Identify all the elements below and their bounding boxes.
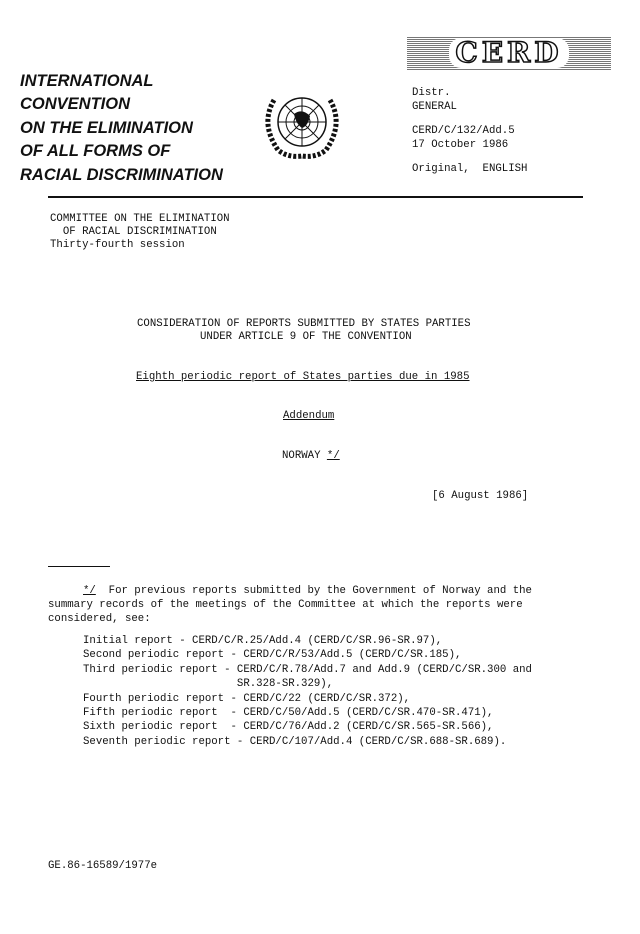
job-number: GE.86-16589/1977e	[48, 860, 158, 872]
original-language: Original, ENGLISH	[412, 163, 528, 175]
un-emblem-icon	[258, 86, 346, 162]
title-line: CONVENTION	[20, 95, 131, 114]
footnote-text: For previous reports submitted by the Government of Norway and the	[95, 585, 532, 597]
document-symbol: CERD/C/132/Add.5	[412, 125, 515, 137]
heading-line: UNDER ARTICLE 9 OF THE CONVENTION	[200, 331, 412, 343]
session: Thirty-fourth session	[50, 239, 185, 251]
footnote-text: considered, see:	[48, 613, 151, 625]
heading-line: CONSIDERATION OF REPORTS SUBMITTED BY STATES PARTIES	[137, 318, 471, 330]
title-line: RACIAL DISCRIMINATION	[20, 165, 223, 184]
footnote-rule	[48, 566, 110, 567]
header-rule	[48, 196, 583, 198]
footnote-mark: */	[83, 585, 96, 597]
convention-title	[20, 70, 223, 187]
title-line: OF ALL FORMS OF	[20, 142, 171, 161]
distr-label: Distr.	[412, 87, 451, 99]
received-date: [6 August 1986]	[432, 490, 529, 502]
report-item: Second periodic report - CERD/C/R/53/Add.5 (CERD/C/SR.185),	[83, 649, 462, 662]
committee-line: COMMITTEE ON THE ELIMINATION	[50, 213, 230, 225]
logo-text: CERD	[449, 38, 568, 68]
country: NORWAY	[282, 450, 321, 462]
footnote-text: summary records of the meetings of the Committee at which the reports were	[48, 599, 523, 611]
document-date: 17 October 1986	[412, 139, 509, 151]
report-item: Initial report - CERD/C/R.25/Add.4 (CERD/C/SR.96-SR.97),	[83, 635, 443, 647]
cerd-logo	[407, 36, 611, 70]
report-item: Fifth periodic report - CERD/C/50/Add.5 (CERD/C/SR.470-SR.471),	[83, 707, 494, 719]
committee-line: OF RACIAL DISCRIMINATION	[50, 226, 217, 238]
footnote-ref[interactable]: */	[326, 450, 340, 462]
title-line: INTERNATIONAL	[20, 72, 154, 90]
report-item: Fourth periodic report - CERD/C/22 (CERD/C/SR.372),	[83, 692, 411, 705]
distribution: GENERAL	[412, 101, 457, 113]
report-item: Third periodic report - CERD/C/R.78/Add.7 and Add.9 (CERD/C/SR.300 and	[83, 663, 532, 676]
report-item: Seventh periodic report - CERD/C/107/Add.4 (CERD/C/SR.688-SR.689).	[83, 735, 507, 748]
addendum-label: Addendum	[283, 410, 335, 422]
report-item: Sixth periodic report - CERD/C/76/Add.2 (CERD/C/SR.565-SR.566),	[83, 721, 494, 734]
subheading: Eighth periodic report of States parties due in 1985	[136, 371, 470, 383]
report-item: SR.328-SR.329),	[83, 678, 334, 691]
title-line: ON THE ELIMINATION	[20, 118, 193, 137]
